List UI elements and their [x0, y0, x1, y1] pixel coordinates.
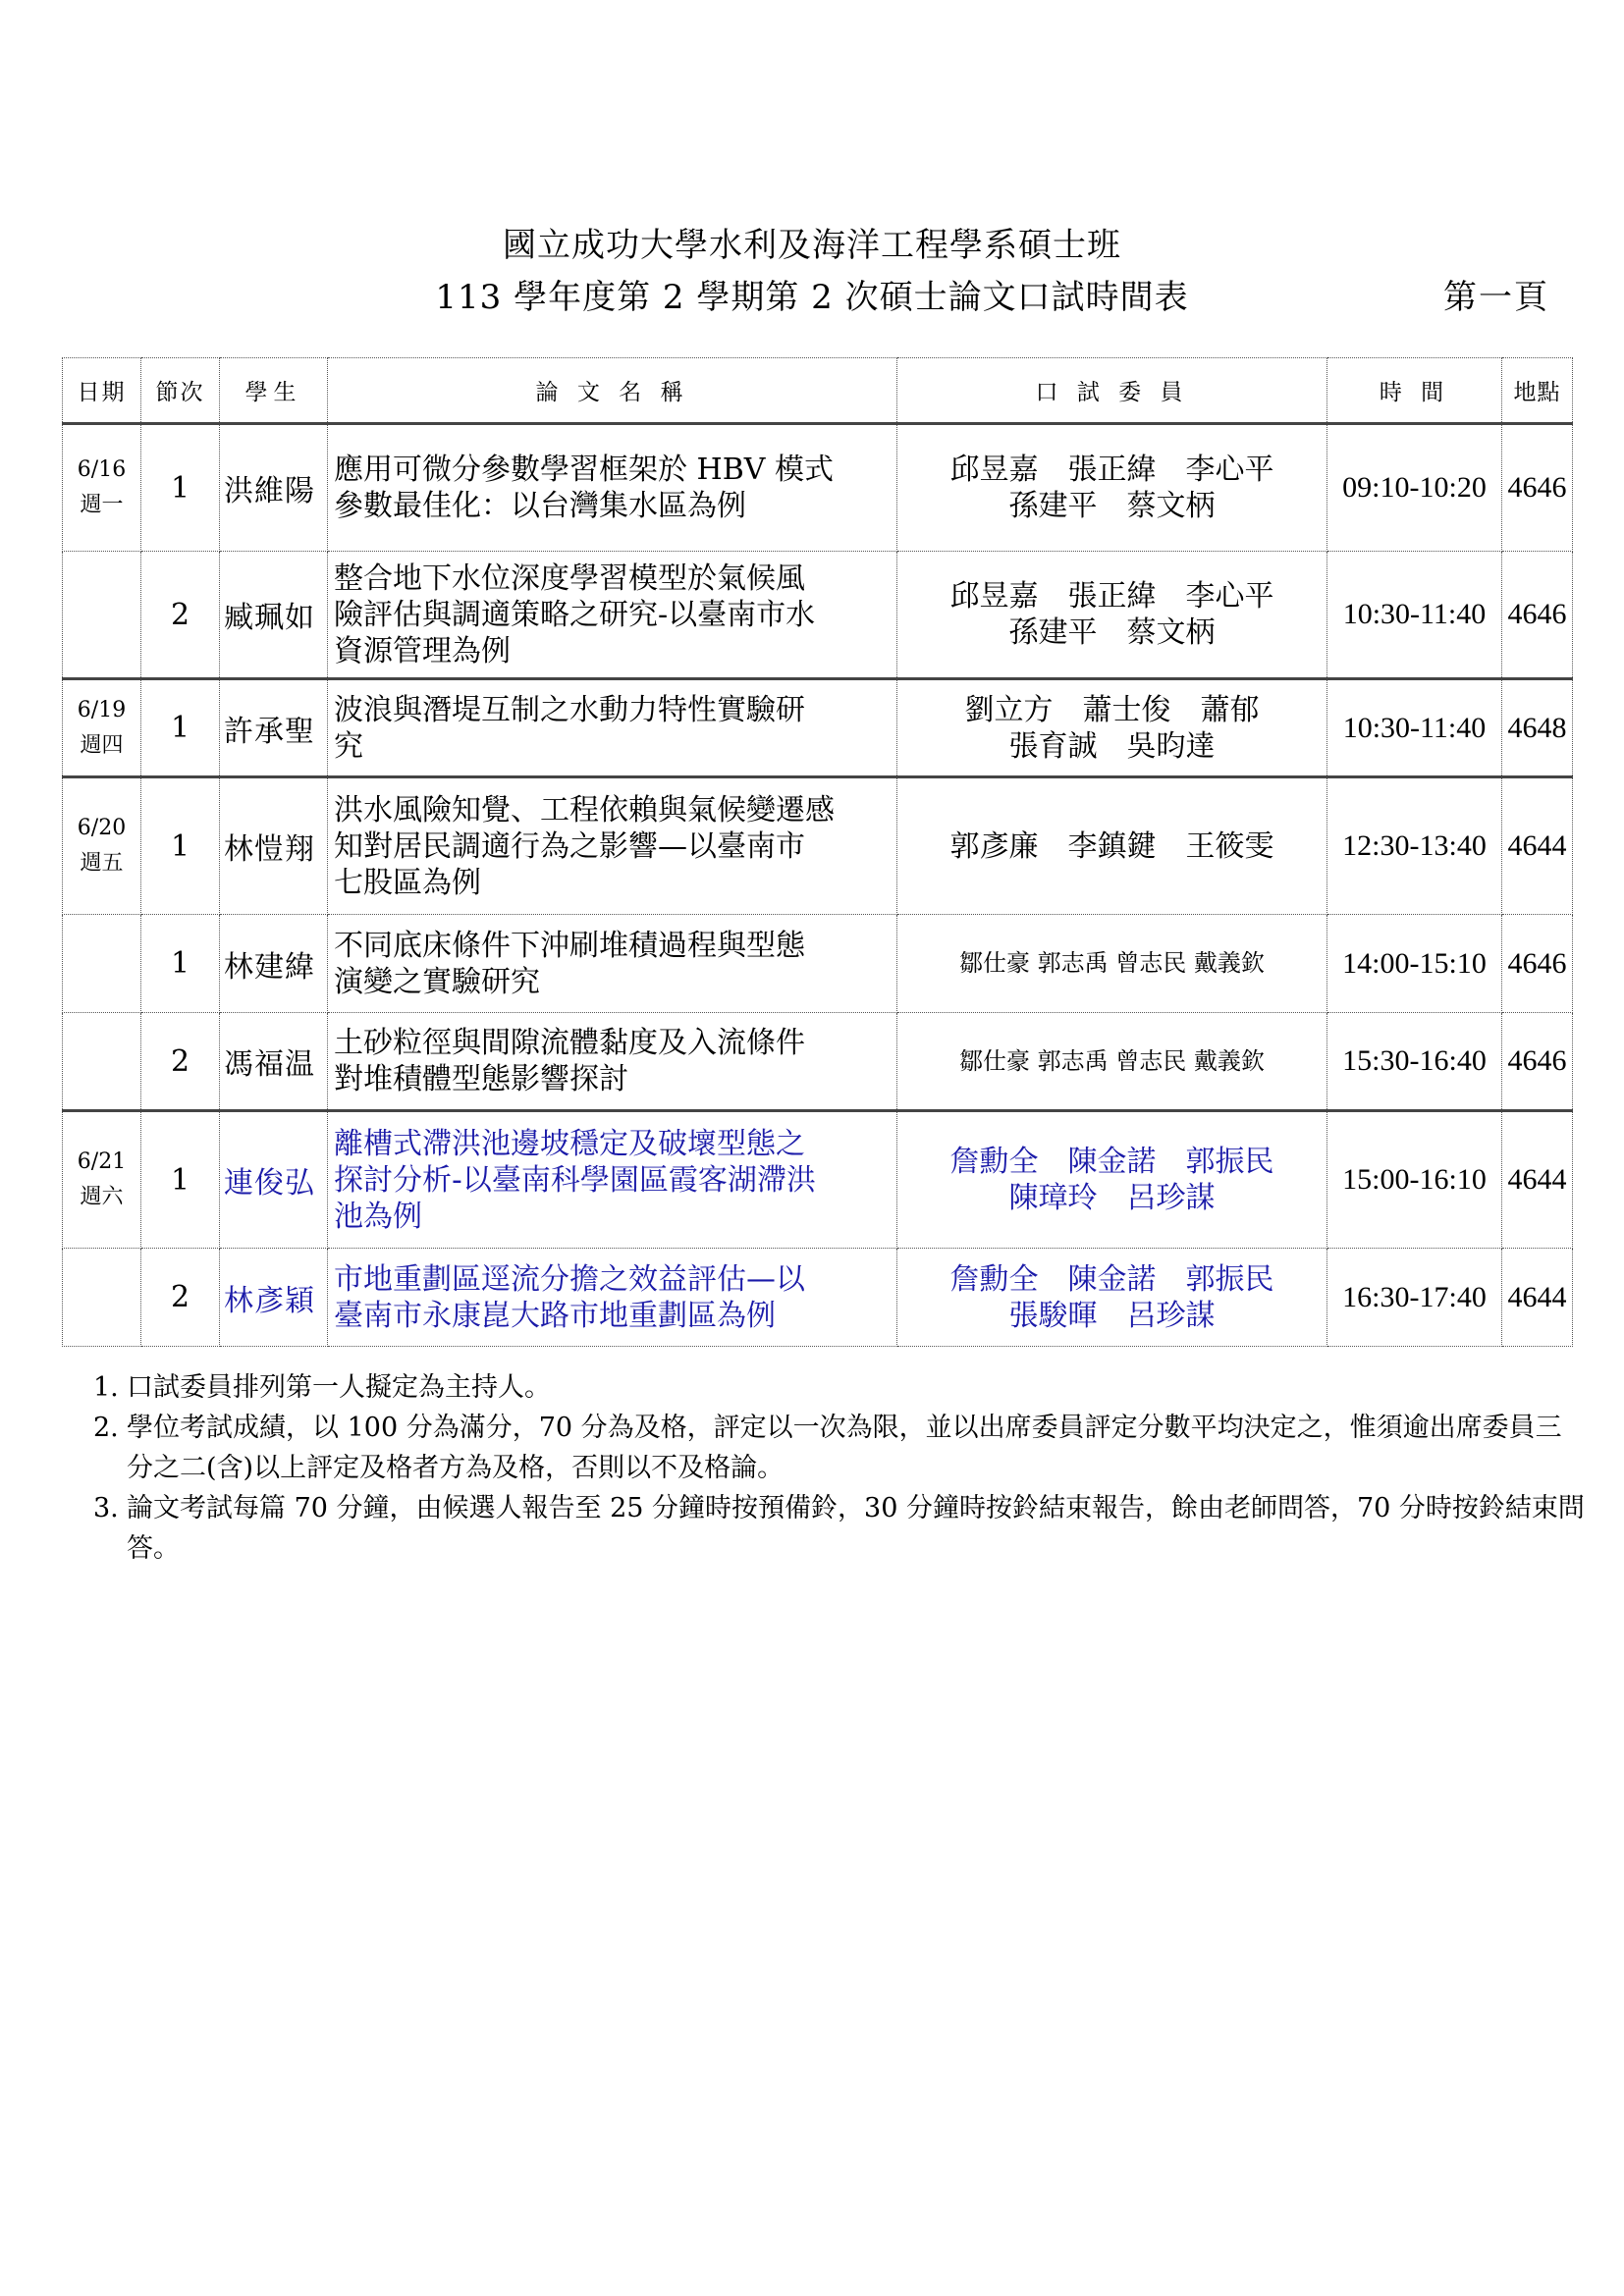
cell-room: 4644: [1502, 777, 1573, 915]
cell-student: 許承聖: [220, 679, 328, 777]
cell-committee: [897, 1111, 1327, 1249]
table-row: [63, 1111, 1573, 1249]
note-number: 1.: [93, 1372, 119, 1403]
cell-thesis: [328, 1013, 897, 1111]
thesis-line: 離槽式滯洪池邊坡穩定及破壞型態之: [334, 1126, 805, 1161]
thesis-line: 波浪與潛堤互制之水動力特性實驗研: [334, 692, 805, 727]
cell-student: 林建緯: [220, 915, 328, 1013]
cell-thesis: [328, 552, 897, 679]
cell-thesis: [328, 777, 897, 915]
page-label: 第一頁: [1443, 278, 1549, 317]
cell-time: 14:00-15:10: [1327, 915, 1502, 1013]
committee-line: 鄒仕豪 郭志禹 曾志民 戴義欽: [959, 949, 1265, 977]
cell-room: 4648: [1502, 679, 1573, 777]
cell-period: 1: [141, 1111, 220, 1249]
thesis-line: 知對居民調適行為之影響—以臺南市: [334, 828, 805, 864]
thesis-line: 不同底床條件下沖刷堆積過程與型態: [334, 928, 805, 963]
cell-committee: [897, 1249, 1327, 1347]
schedule-body: [63, 424, 1573, 1347]
thesis-line: 演變之實驗研究: [334, 964, 540, 999]
cell-committee: [897, 1013, 1327, 1111]
header-room: 地點: [1502, 358, 1573, 424]
committee-line: 邱昱嘉 張正緯 李心平: [949, 579, 1274, 614]
document-subtitle: 113 學年度第 2 學期第 2 次碩士論文口試時間表: [435, 278, 1189, 317]
cell-committee: [897, 777, 1327, 915]
note-text: 口試委員排列第一人擬定為主持人。: [127, 1372, 551, 1403]
schedule-table: [62, 357, 1573, 1347]
cell-thesis: [328, 424, 897, 552]
cell-student: 連俊弘: [220, 1111, 328, 1249]
cell-room: 4646: [1502, 915, 1573, 1013]
thesis-line: 洪水風險知覺、工程依賴與氣候變遷感: [334, 792, 835, 828]
cell-period: 1: [141, 915, 220, 1013]
note-item: [93, 1408, 1586, 1488]
thesis-line: 參數最佳化：以台灣集水區為例: [334, 489, 746, 523]
cell-student: 洪維陽: [220, 424, 328, 552]
table-row: [63, 1249, 1573, 1347]
cell-date: [63, 1013, 141, 1111]
cell-time: 10:30-11:40: [1327, 552, 1502, 679]
cell-student: 林愷翔: [220, 777, 328, 915]
thesis-line: 池為例: [334, 1199, 422, 1234]
weekday-text: 週四: [80, 732, 124, 758]
notes-section: [93, 1367, 1586, 1569]
table-row: [63, 679, 1573, 777]
header-date: 日期: [63, 358, 141, 424]
document-title: 國立成功大學水利及海洋工程學系碩士班: [503, 226, 1121, 265]
cell-student: 林彥穎: [220, 1249, 328, 1347]
header-thesis: 論 文 名 稱: [328, 358, 897, 424]
cell-period: 1: [141, 679, 220, 777]
committee-line: 孫建平 蔡文柄: [1008, 615, 1216, 650]
note-item: [93, 1488, 1586, 1569]
cell-room: 4646: [1502, 424, 1573, 552]
thesis-line: 探討分析-以臺南科學園區霞客湖滯洪: [334, 1162, 816, 1198]
thesis-line: 究: [334, 728, 363, 764]
cell-student: 馮福温: [220, 1013, 328, 1111]
cell-room: 4644: [1502, 1249, 1573, 1347]
date-text: 6/20: [77, 816, 127, 840]
thesis-line: 土砂粒徑與間隙流體黏度及入流條件: [334, 1026, 805, 1060]
header-time: 時 間: [1327, 358, 1502, 424]
date-text: 6/16: [77, 457, 127, 482]
cell-date: [63, 1111, 141, 1249]
committee-line: 劉立方 蕭士俊 蕭郁: [964, 692, 1260, 727]
table-row: [63, 1013, 1573, 1111]
table-row: [63, 424, 1573, 552]
cell-date: [63, 1249, 141, 1347]
note-text: 論文考試每篇 70 分鐘，由候選人報告至 25 分鐘時按預備鈴，30 分鐘時按鈴結束報告，餘由老師問答，70 分時按鈴結束問答。: [127, 1493, 1585, 1564]
committee-line: 孫建平 蔡文柄: [1008, 489, 1216, 523]
cell-date: [63, 424, 141, 552]
cell-student: 臧珮如: [220, 552, 328, 679]
date-text: 6/21: [77, 1149, 127, 1174]
thesis-line: 整合地下水位深度學習模型於氣候風: [334, 561, 805, 596]
cell-period: 1: [141, 424, 220, 552]
thesis-line: 應用可微分參數學習框架於 HBV 模式: [334, 453, 834, 487]
cell-room: 4646: [1502, 1013, 1573, 1111]
cell-room: 4644: [1502, 1111, 1573, 1249]
date-text: 6/19: [77, 697, 127, 722]
cell-period: 1: [141, 777, 220, 915]
thesis-line: 臺南市永康崑大路市地重劃區為例: [334, 1298, 776, 1333]
committee-line: 邱昱嘉 張正緯 李心平: [949, 453, 1274, 487]
header-student: 學生: [220, 358, 328, 424]
table-row: [63, 552, 1573, 679]
thesis-line: 七股區為例: [334, 865, 481, 900]
cell-thesis: [328, 1111, 897, 1249]
committee-line: 詹勳全 陳金諾 郭振民: [949, 1145, 1274, 1179]
weekday-text: 週一: [80, 493, 124, 517]
note-number: 3.: [93, 1493, 119, 1523]
cell-date: [63, 777, 141, 915]
cell-thesis: [328, 679, 897, 777]
cell-room: 4646: [1502, 552, 1573, 679]
cell-period: 2: [141, 1013, 220, 1111]
thesis-line: 市地重劃區逕流分擔之效益評估—以: [334, 1261, 805, 1297]
committee-line: 郭彥廉 李鎮鍵 王筱雯: [949, 828, 1274, 864]
cell-date: [63, 915, 141, 1013]
thesis-line: 對堆積體型態影響探討: [334, 1062, 628, 1096]
committee-line: 詹勳全 陳金諾 郭振民: [949, 1261, 1274, 1297]
table-header-row: [63, 358, 1573, 424]
cell-date: [63, 679, 141, 777]
cell-time: 12:30-13:40: [1327, 777, 1502, 915]
cell-time: 16:30-17:40: [1327, 1249, 1502, 1347]
cell-date: [63, 552, 141, 679]
cell-time: 15:00-16:10: [1327, 1111, 1502, 1249]
thesis-line: 資源管理為例: [334, 633, 511, 668]
cell-committee: [897, 552, 1327, 679]
cell-committee: [897, 679, 1327, 777]
weekday-text: 週六: [80, 1185, 124, 1209]
cell-time: 09:10-10:20: [1327, 424, 1502, 552]
note-item: [93, 1367, 1586, 1408]
weekday-text: 週五: [80, 851, 124, 876]
table-row: [63, 777, 1573, 915]
note-number: 2.: [93, 1413, 119, 1443]
committee-line: 鄒仕豪 郭志禹 曾志民 戴義欽: [959, 1046, 1265, 1075]
cell-thesis: [328, 915, 897, 1013]
committee-line: 陳璋玲 呂珍謀: [1008, 1181, 1216, 1215]
committee-line: 張育誠 吳昀達: [1008, 728, 1216, 764]
thesis-line: 險評估與調適策略之研究-以臺南市水: [334, 597, 816, 632]
cell-period: 2: [141, 1249, 220, 1347]
cell-period: 2: [141, 552, 220, 679]
committee-line: 張駿暉 呂珍謀: [1008, 1298, 1216, 1333]
cell-time: 15:30-16:40: [1327, 1013, 1502, 1111]
cell-committee: [897, 915, 1327, 1013]
cell-time: 10:30-11:40: [1327, 679, 1502, 777]
cell-committee: [897, 424, 1327, 552]
table-row: [63, 915, 1573, 1013]
header-committee: 口 試 委 員: [897, 358, 1327, 424]
header-period: 節次: [141, 358, 220, 424]
note-text: 學位考試成績，以 100 分為滿分，70 分為及格，評定以一次為限，並以出席委員評定分數平均決定之，惟須逾出席委員三分之二(含)以上評定及格者方為及格，否則以不及格論。: [127, 1413, 1562, 1483]
cell-thesis: [328, 1249, 897, 1347]
